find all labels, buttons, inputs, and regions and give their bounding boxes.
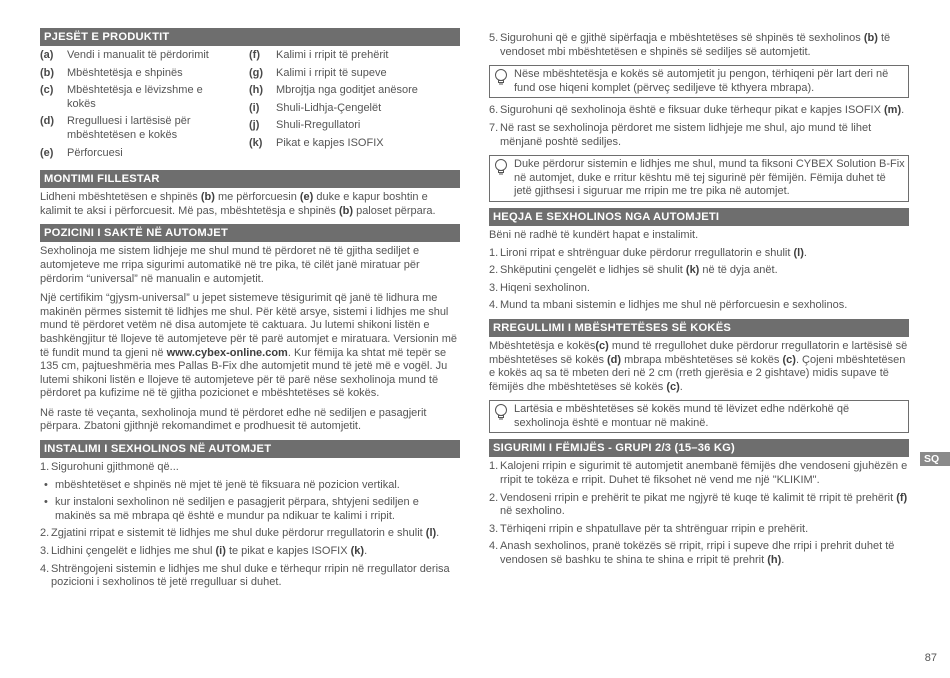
part-code: (i) [249, 101, 260, 114]
item-number: 2. [489, 264, 499, 277]
text: Zgjatini rripat e sistemit të lidhjes me shul duke përdorur rregullatorin e shulit [51, 527, 426, 540]
item-number: 4. [489, 540, 499, 553]
part-text: Mbështetësja e shpinës [67, 66, 183, 79]
item-text: Shtrëngojeni sistemin e lidhjes me shul duke e tërhequr rripin në rregullator derisa pozicioni i sexholinos të jetë rregulluar si duhet. [51, 562, 450, 589]
text: . [436, 527, 440, 540]
ref-label: (k) [350, 545, 365, 558]
part-code: (d) [40, 115, 55, 128]
right-column [489, 32, 909, 574]
parts-list [40, 49, 460, 164]
item-text [500, 247, 909, 261]
part-text: Kalimi i rripit të prehërit [276, 49, 389, 61]
item-number: 3. [489, 522, 499, 535]
text: duke e kapur boshtin e kalimit te aksi i përforcuesit. Më pas, mbështetësja e shpinës [40, 191, 428, 217]
item-number: 3. [40, 545, 50, 558]
instalimi-list-continued [489, 32, 909, 59]
part-item [40, 49, 249, 63]
part-text: Kalimi i rripit të supeve [276, 66, 387, 79]
list-item [489, 122, 909, 149]
item-text [500, 540, 909, 567]
text: Shkëputini çengelët e lidhjes së shulit [500, 264, 686, 277]
note-box [489, 155, 909, 202]
lightbulb-icon [494, 68, 514, 95]
section-header-rregullimi: RREGULLIMI I MBËSHTETËSES SË KOKËS [489, 319, 909, 337]
part-code: (j) [249, 119, 260, 132]
ref-label: (h) [767, 554, 782, 567]
montimi-paragraph [40, 191, 460, 218]
section-header-pozicioni: POZICINI I SAKTË NË AUTOMJET [40, 224, 460, 242]
item-text: mbështetëset e shpinës në mjet të jenë të fiksuara në pozicion vertikal. [55, 478, 400, 491]
part-item [249, 102, 458, 116]
part-text: Mbrojtja nga goditjet anësore [276, 84, 418, 97]
ref-label: (b) [200, 191, 215, 204]
lightbulb-icon [494, 403, 514, 430]
item-text: Mund ta mbani sistemin e lidhjes me shul në përforcuesin e sexholinos. [500, 299, 848, 312]
list-item [489, 299, 909, 313]
pozicioni-paragraph-2 [40, 292, 460, 401]
ref-label: (f) [896, 491, 908, 504]
text: Lidhini çengelët e lidhjes me shul [51, 545, 216, 558]
section-header-instalimi: INSTALIMI I SEXHOLINOS NË AUTOMJET [40, 440, 460, 458]
part-text: Shuli-Lidhja-Çengelët [276, 101, 382, 114]
part-item [40, 67, 249, 81]
part-item [40, 147, 249, 161]
ref-label: (l) [425, 527, 437, 540]
text: Mbështetësja e kokës [489, 339, 596, 352]
left-column [40, 28, 460, 596]
list-item [40, 563, 460, 590]
part-item [249, 84, 458, 98]
ref-label: (d) [607, 353, 622, 366]
website-link[interactable]: www.cybex-online.com [166, 346, 288, 359]
page-number: 87 [924, 652, 937, 665]
ref-label: (c) [666, 380, 680, 393]
item-number: 2. [40, 527, 50, 540]
list-item [489, 523, 909, 537]
part-item [249, 67, 458, 81]
part-text: Rregulluesi i lartësisë për mbështetësen e kokës [67, 115, 191, 141]
note-text: Nëse mbështetësja e kokës së automjetit ju pengon, tërhiqeni për lart deri në fund ose hiqeni komplet (përveç sediljeve të kthyera mbrapa). [514, 68, 889, 94]
parts-column-2 [249, 49, 458, 164]
item-text [500, 492, 909, 519]
part-item [40, 115, 249, 142]
section-header-parts: PJESËT E PRODUKTIT [40, 28, 460, 46]
ref-label: (k) [685, 264, 700, 277]
ref-label: (b) [863, 32, 878, 44]
list-item [489, 492, 909, 519]
parts-column-1 [40, 49, 249, 164]
ref-label: (b) [338, 204, 354, 217]
note-box [489, 65, 909, 98]
instalimi-list-continued-2 [489, 104, 909, 149]
item-text: Sigurohuni gjithmonë që... [51, 461, 179, 474]
language-tab: SQ [920, 452, 950, 466]
item-text: Hiqeni sexholinon. [500, 281, 590, 294]
part-item [40, 84, 249, 111]
text: paloset përpara. [353, 204, 436, 217]
part-text: Vendi i manualit të përdorimit [67, 49, 209, 61]
item-text [500, 264, 909, 278]
item-number: 1. [40, 461, 50, 474]
rregullimi-paragraph [489, 340, 909, 394]
sigurimi-list [489, 460, 909, 567]
pozicioni-paragraph-1: Sexholinoja me sistem lidhjeje me shul mund të përdoret në të gjitha sediljet e automjeteve me rripa sigurimi automatikë në tre pika, të cilët janë miratuar për përdorim “universal” në manualin e automjetit. [40, 245, 420, 285]
section-header-montimi: MONTIMI FILLESTAR [40, 170, 460, 188]
ref-label: (e) [299, 191, 314, 204]
ref-label: (m) [884, 104, 902, 117]
text: . Kur fëmija ka shtat më tepër se 135 cm, pajtueshmëria mes Pallas B-Fix dhe automjetit mund të jetë më e vogël. Ju lutemi shikoni listën e llojeve të automjeteve për të parë nëse sexholinoja mund të përdoret pa kufizime në të gjitha pozicionet e mbështetëses së kokës. [40, 346, 448, 400]
text: Sigurohuni që e gjithë sipërfaqja e mbështetëses së shpinës të sexholinos [500, 32, 864, 44]
text: Lidheni mbështetësen e shpinës [40, 191, 201, 204]
text: . Çojeni mbështetësen e kokës aq sa të mbeten deri në 2 cm (rreth gjerësia e 2 gishtave) midis supave të fëmijës dhe mbështetëses së kokës [489, 353, 906, 393]
part-code: (b) [40, 66, 55, 79]
item-text [51, 527, 460, 541]
text: mbrapa mbështetëses së kokës [621, 353, 783, 366]
item-text [500, 104, 909, 118]
list-item [40, 461, 460, 475]
part-code: (k) [249, 136, 263, 149]
part-code: (c) [40, 84, 54, 97]
part-item [249, 49, 458, 63]
part-code: (a) [40, 49, 54, 61]
heqja-intro: Bëni në radhë të kundërt hapat e instalimit. [489, 228, 699, 241]
part-item [249, 137, 458, 151]
lightbulb-icon [494, 158, 514, 199]
item-number: 2. [489, 491, 499, 504]
section-header-sigurimi: SIGURIMI I FËMIJËS - GRUPI 2/3 (15–36 KG) [489, 439, 909, 457]
part-code: (h) [249, 84, 264, 97]
item-number: 6. [489, 104, 499, 117]
part-text: Përforcuesi [67, 146, 123, 159]
part-code: (g) [249, 66, 264, 79]
section-header-heqja: HEQJA E SEXHOLINOS NGA AUTOMJETI [489, 208, 909, 226]
list-item [489, 282, 909, 296]
item-number: 4. [40, 562, 50, 575]
item-text: Në rast se sexholinoja përdoret me sistem lidhjeje me shul, ajo mund të lihet mënjanë poshtë sediljes. [500, 121, 872, 148]
list-item [489, 32, 909, 59]
ref-label: (c) [782, 353, 796, 366]
note-box [489, 400, 909, 433]
list-item [489, 104, 909, 118]
text: Një certifikim “gjysm-universal” u jepet sistemeve tësigurimit që janë të lidhura me makinën përmes sistemit të lidhjes me shul. Për këtë arsye, sistemi i lidhjes me shul mund të përdoret vetëm në disa automjete të caktuara. Ju lutemi shikoni listën e bashkëngjitur të llojeve të automjeteve për të parë automjet e miratuara. Versionin më të fundit mund ta gjeni në [40, 292, 458, 359]
bullet-icon: • [44, 478, 48, 491]
item-number: 1. [489, 460, 499, 473]
list-item [489, 247, 909, 261]
text: në të dyja anët. [699, 264, 778, 277]
text: Vendoseni rripin e prehërit te pikat me ngjyrë të kuqe të kalimit të rripit të prehërit [500, 491, 897, 504]
note-text: Duke përdorur sistemin e lidhjes me shul, mund ta fiksoni CYBEX Solution B-Fix në automjet, duke e rritur kështu më tej sigurinë për fëmijën. Fëmija duhet të jetë gjithsesi i siguruar me rripin me tre pika në automjet. [514, 158, 905, 198]
heqja-list [489, 247, 909, 313]
list-item [40, 479, 460, 493]
item-number: 4. [489, 299, 499, 312]
pozicioni-paragraph-3: Në raste të veçanta, sexholinoja mund të përdoret edhe në sediljen e pasagjerit përpara. Zbatoni gjithnjë rekomandimet e prodhuesit të automjetit. [40, 406, 427, 433]
item-text [51, 545, 460, 559]
text: . [679, 380, 683, 393]
text: mund të rregullohet duke përdorur rregullatorin e lartësisë së mbështetëses së kokës [489, 339, 908, 366]
list-item [489, 540, 909, 567]
list-item [40, 527, 460, 541]
item-number: 1. [489, 246, 499, 259]
item-text: Kalojeni rripin e sigurimit të automjetit anembanë fëmijës dhe vendoseni gjuhëzën e rripit te tokëza e rripit. Duhet të fiksohet në vend me një "KLIKIM". [500, 460, 908, 487]
part-text: Mbështetësja e lëvizshme e kokës [67, 84, 203, 110]
part-code: (f) [249, 49, 260, 61]
part-text: Shuli-Rregullatori [276, 119, 361, 132]
note-text: Lartësia e mbështetëses së kokës mund të lëvizet edhe ndërkohë që sexholinoja është e montuar në makinë. [514, 403, 850, 429]
text: Sigurohuni që sexholinoja është e fiksuar duke tërhequr pikat e kapjes ISOFIX [500, 104, 885, 117]
text: të vendoset mbi mbështetësen e shpinës së sediljes së automjetit. [500, 32, 891, 58]
ref-label: (l) [793, 246, 804, 259]
text: te pikat e kapjes ISOFIX [225, 545, 351, 558]
text: . [901, 104, 905, 117]
ref-label: (i) [215, 545, 226, 558]
list-item [489, 264, 909, 278]
item-text: Tërhiqeni rripin e shpatullave për ta shtrënguar rripin e prehërit. [500, 522, 809, 535]
part-text: Pikat e kapjes ISOFIX [276, 136, 384, 149]
item-number: 7. [489, 121, 499, 134]
text: në sexholino. [500, 505, 565, 518]
list-item [489, 460, 909, 487]
text: . [781, 554, 785, 567]
list-item [40, 496, 460, 523]
bullet-icon: • [44, 496, 48, 509]
item-text: kur instaloni sexholinon në sediljen e pasagjerit përpara, shtyjeni sediljen e makinës sa më mbrapa që është e mundur pa ndikuar te kalimi i rripit. [55, 496, 419, 522]
text: Lironi rripat e shtrënguar duke përdorur rregullatorin e shulit [500, 246, 794, 259]
part-item [249, 119, 458, 133]
instalimi-list [40, 461, 460, 590]
item-text [500, 32, 909, 59]
text: Anash sexholinos, pranë tokëzës së rripit, rripi i supeve dhe rripi i prehrit duhet të vendosen së bashku te shina te shina e rripit të prehrit [500, 540, 895, 567]
part-code: (e) [40, 146, 54, 159]
ref-label: (c) [595, 339, 609, 352]
text: . [364, 545, 368, 558]
text: . [803, 246, 807, 259]
item-number: 3. [489, 281, 499, 294]
text: me përforcuesin [214, 191, 300, 204]
list-item [40, 545, 460, 559]
item-number: 5. [489, 32, 499, 44]
